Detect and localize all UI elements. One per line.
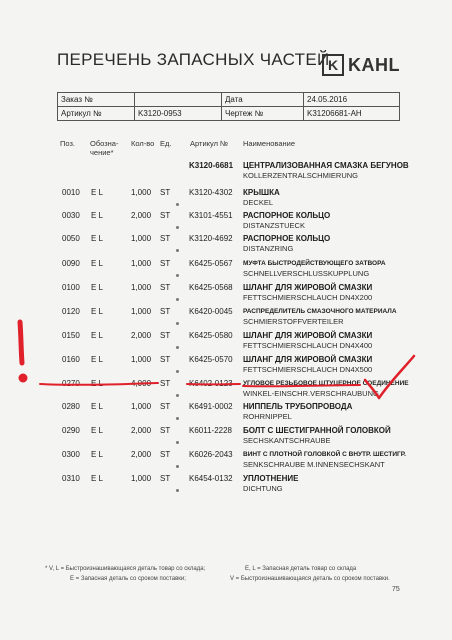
row-unit: ST <box>160 259 171 268</box>
row-article: K6402-0123 <box>189 379 233 388</box>
row-designation: E L <box>91 188 104 197</box>
column-header-qty: Кол-во <box>131 139 155 148</box>
row-position: 0270 <box>62 379 80 388</box>
row-name-ru: ЦЕНТРАЛИЗОВАННАЯ СМАЗКА БЕГУНОВ <box>243 161 409 170</box>
column-header-designation: Обозна- чение* <box>90 139 119 157</box>
row-designation: E L <box>91 450 104 459</box>
row-article: K6491-0002 <box>189 402 233 411</box>
row-name-ru: ШЛАНГ ДЛЯ ЖИРОВОЙ СМАЗКИ <box>243 331 373 340</box>
row-designation: E L <box>91 234 104 243</box>
row-position: 0290 <box>62 426 80 435</box>
row-name-ru: УПЛОТНЕНИЕ <box>243 474 299 483</box>
row-quantity: 1,000 <box>131 234 152 243</box>
row-name-de: KOLLERZENTRALSCHMIERUNG <box>243 171 359 180</box>
row-quantity: 1,000 <box>131 283 152 292</box>
row-position: 0120 <box>62 307 80 316</box>
row-designation: E L <box>91 426 104 435</box>
row-name-de: SECHSKANTSCHRAUBE <box>243 436 331 445</box>
row-article: K6454-0132 <box>189 474 233 483</box>
row-designation: E L <box>91 283 104 292</box>
row-quantity: 2,000 <box>131 450 152 459</box>
row-article: K3120-4692 <box>189 234 233 243</box>
row-quantity: 1,000 <box>131 355 152 364</box>
column-header-pos: Поз. <box>60 139 75 148</box>
row-name-ru: НИППЕЛЬ ТРУБОПРОВОДА <box>243 402 353 411</box>
checkmark <box>365 356 414 398</box>
row-quantity: 2,000 <box>131 211 152 220</box>
row-name-ru: РАСПРЕДЕЛИТЕЛЬ СМАЗОЧНОГО МАТЕРИАЛА <box>243 308 397 315</box>
column-header-name: Наименование <box>243 139 295 148</box>
row-unit: ST <box>160 234 171 243</box>
row-name-ru: МУФТА БЫСТРОДЕЙСТВУЮЩЕГО ЗАТВОРА <box>243 260 386 267</box>
row-article: K6011-2228 <box>189 426 232 435</box>
row-article: K6425-0568 <box>189 283 233 292</box>
row-article: K3120-6681 <box>189 161 234 170</box>
row-article: K6425-0580 <box>189 331 233 340</box>
row-unit: ST <box>160 474 171 483</box>
row-unit: ST <box>160 307 171 316</box>
row-quantity: 1,000 <box>131 474 152 483</box>
row-article: K6026-2043 <box>189 450 233 459</box>
row-name-de: ROHRNIPPEL <box>243 412 292 421</box>
row-position: 0150 <box>62 331 80 340</box>
drawing-label: Чертеж № <box>222 107 304 121</box>
row-position: 0090 <box>62 259 80 268</box>
row-name-de: DICHTUNG <box>243 484 283 493</box>
row-name-ru: ШЛАНГ ДЛЯ ЖИРОВОЙ СМАЗКИ <box>243 283 373 292</box>
row-quantity: 1,000 <box>131 259 152 268</box>
row-name-de: SENKSCHRAUBE M.INNENSECHSKANT <box>243 460 385 469</box>
row-name-de: FETTSCHMIERSCHLAUCH DN4X400 <box>243 341 373 350</box>
date-value: 24.05.2016 <box>304 93 400 107</box>
row-article: K3120-4302 <box>189 188 233 197</box>
row-designation: E L <box>91 474 104 483</box>
row-article: K3101-4551 <box>189 211 233 220</box>
row-position: 0050 <box>62 234 80 243</box>
row-article: K6420-0045 <box>189 307 233 316</box>
row-designation: E L <box>91 307 104 316</box>
exclamation-dot <box>19 374 27 382</box>
row-position: 0030 <box>62 211 80 220</box>
row-unit: ST <box>160 402 171 411</box>
exclamation-stroke <box>20 322 22 363</box>
row-designation: E L <box>91 259 104 268</box>
row-position: 0010 <box>62 188 80 197</box>
page-number: 75 <box>392 586 400 593</box>
page-title: ПЕРЕЧЕНЬ ЗАПАСНЫХ ЧАСТЕЙ <box>57 50 330 69</box>
row-unit: ST <box>160 426 171 435</box>
row-name-ru: ШЛАНГ ДЛЯ ЖИРОВОЙ СМАЗКИ <box>243 355 373 364</box>
drawing-value: K31206681-AH <box>304 107 400 121</box>
row-quantity: 2,000 <box>131 331 152 340</box>
row-unit: ST <box>160 188 171 197</box>
row-name-ru: БОЛТ С ШЕСТИГРАННОЙ ГОЛОВКОЙ <box>243 426 391 435</box>
underline-name <box>243 385 360 386</box>
kahl-logo-text: KAHL <box>348 54 400 75</box>
row-position: 0310 <box>62 474 80 483</box>
row-unit: ST <box>160 355 171 364</box>
row-name-de: DISTANZSTUECK <box>243 221 305 230</box>
row-designation: E L <box>91 402 104 411</box>
row-article: K6425-0567 <box>189 259 233 268</box>
row-designation: E L <box>91 379 104 388</box>
row-unit: ST <box>160 283 171 292</box>
row-position: 0300 <box>62 450 80 459</box>
footer-line-1-left: * V, L = Быстроизнашивающаяся деталь товар со склада; <box>45 566 206 572</box>
row-name-ru: КРЫШКА <box>243 188 280 197</box>
row-quantity: 2,000 <box>131 426 152 435</box>
row-name-de: SCHNELLVERSCHLUSSKUPPLUNG <box>243 269 370 278</box>
row-position: 0100 <box>62 283 80 292</box>
article-label: Артикул № <box>58 107 135 121</box>
column-header-unit: Ед. <box>160 139 172 148</box>
column-header-article: Артикул № <box>190 139 229 148</box>
row-quantity: 4,000 <box>131 379 152 388</box>
row-name-ru: РАСПОРНОЕ КОЛЬЦО <box>243 211 331 220</box>
row-name-de: DECKEL <box>243 198 274 207</box>
footer-line-2-left: E = Запасная деталь со сроком поставки; <box>70 576 186 582</box>
row-name-de: FETTSCHMIERSCHLAUCH DN4X500 <box>243 365 373 374</box>
row-unit: ST <box>160 331 171 340</box>
footer-line-1-right: E, L = Запасная деталь товар со склада <box>245 566 357 572</box>
row-designation: E L <box>91 211 104 220</box>
kahl-logo-icon: K <box>322 54 344 76</box>
row-quantity: 1,000 <box>131 188 152 197</box>
row-name-de: WINKEL-EINSCHR.VERSCHRAUBUNG <box>243 389 379 398</box>
row-name-de: SCHMIERSTOFFVERTEILER <box>243 317 344 326</box>
row-designation: E L <box>91 331 104 340</box>
row-unit: ST <box>160 450 171 459</box>
row-name-ru: ВИНТ С ПЛОТНОЙ ГОЛОВКОЙ С ВНУТР. ШЕСТИГР. <box>243 451 406 458</box>
row-name-ru: РАСПОРНОЕ КОЛЬЦО <box>243 234 331 243</box>
footer-line-2-right: V = Быстроизнашивающаяся деталь со сроком поставки. <box>230 576 390 582</box>
order-label: Заказ № <box>58 93 135 107</box>
article-value: K3120-0953 <box>135 107 222 121</box>
date-label: Дата <box>222 93 304 107</box>
underline-position <box>40 383 158 385</box>
row-unit: ST <box>160 211 171 220</box>
row-name-ru: УГЛОВОЕ РЕЗЬБОВОЕ ШТУЦЕРНОЕ СОЕДИНЕНИЕ <box>243 380 409 387</box>
row-article: K6425-0570 <box>189 355 233 364</box>
row-quantity: 1,000 <box>131 402 152 411</box>
row-quantity: 1,000 <box>131 307 152 316</box>
row-name-de: DISTANZRING <box>243 244 294 253</box>
row-position: 0280 <box>62 402 80 411</box>
row-position: 0160 <box>62 355 80 364</box>
row-name-de: FETTSCHMIERSCHLAUCH DN4X200 <box>243 293 373 302</box>
row-unit: ST <box>160 379 171 388</box>
row-designation: E L <box>91 355 104 364</box>
